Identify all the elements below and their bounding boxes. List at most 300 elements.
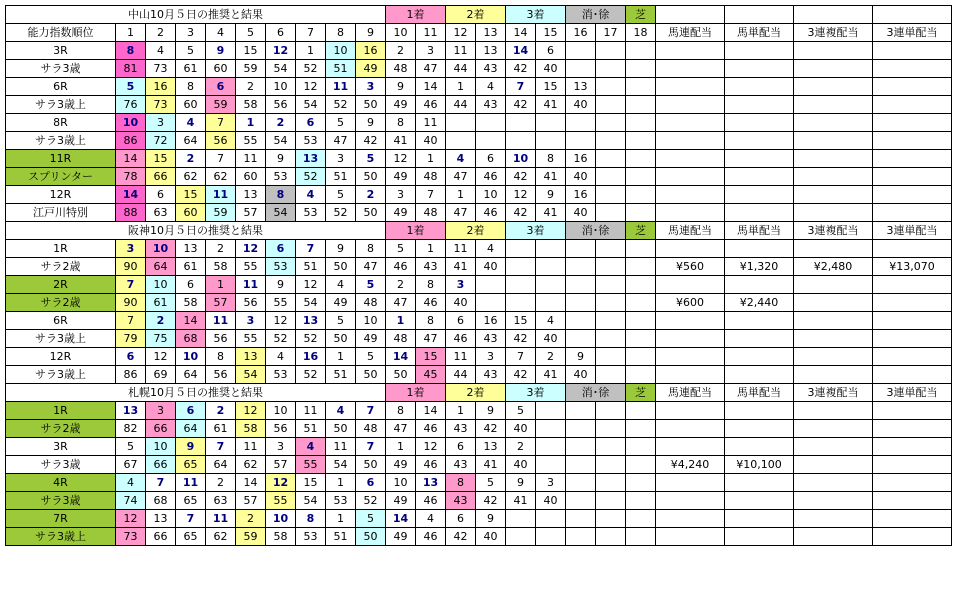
empty-cell	[536, 132, 566, 150]
empty-cell	[566, 312, 596, 330]
ability-index: 47	[386, 420, 416, 438]
empty-cell	[566, 528, 596, 546]
empty-cell	[566, 276, 596, 294]
ability-index: 62	[206, 168, 236, 186]
blank-cell	[794, 6, 873, 24]
empty-cell	[566, 258, 596, 276]
ability-index: 56	[206, 132, 236, 150]
payout-spacer	[794, 348, 873, 366]
payout-spacer	[873, 240, 952, 258]
horse-number: 2	[176, 150, 206, 168]
horse-number: 1	[446, 402, 476, 420]
horse-number: 11	[206, 510, 236, 528]
ability-index: 52	[296, 60, 326, 78]
horse-number: 3	[356, 78, 386, 96]
legend-4: 消･徐	[566, 384, 626, 402]
rank-header: 9	[356, 24, 386, 42]
ability-index: 81	[116, 60, 146, 78]
ability-index: 53	[296, 132, 326, 150]
ability-index: 40	[536, 492, 566, 510]
horse-number: 16	[146, 78, 176, 96]
race-row-horses	[6, 474, 952, 492]
empty-cell	[476, 294, 506, 312]
empty-cell	[566, 330, 596, 348]
ability-index: 64	[176, 420, 206, 438]
legend-3: 3着	[506, 222, 566, 240]
payout-spacer	[873, 402, 952, 420]
empty-cell	[596, 204, 626, 222]
payout-spacer	[873, 150, 952, 168]
horse-number: 6	[176, 402, 206, 420]
legend-1: 1着	[386, 6, 446, 24]
ability-index: 53	[296, 528, 326, 546]
ability-index: 50	[326, 330, 356, 348]
payout-spacer	[656, 438, 725, 456]
horse-number: 6	[206, 78, 236, 96]
payout-header: 馬連配当	[656, 384, 725, 402]
horse-number: 3	[236, 312, 266, 330]
horse-number: 9	[566, 348, 596, 366]
empty-cell	[566, 456, 596, 474]
horse-number: 15	[296, 474, 326, 492]
horse-number: 11	[326, 438, 356, 456]
ability-index: 49	[386, 492, 416, 510]
empty-cell	[596, 510, 626, 528]
payout-header: 馬単配当	[725, 24, 794, 42]
ability-index: 48	[416, 168, 446, 186]
horse-number: 7	[416, 186, 446, 204]
empty-cell	[626, 60, 656, 78]
horse-number: 2	[386, 276, 416, 294]
ability-index: 60	[176, 204, 206, 222]
ability-index: 49	[386, 168, 416, 186]
horse-number: 8	[446, 474, 476, 492]
horse-number: 7	[356, 438, 386, 456]
ability-index: 44	[446, 366, 476, 384]
ability-index: 46	[416, 492, 446, 510]
race-row-horses	[6, 114, 952, 132]
payout-value	[656, 528, 725, 546]
horse-number: 11	[206, 186, 236, 204]
ability-index: 43	[446, 456, 476, 474]
ability-index: 51	[296, 420, 326, 438]
payout-value	[725, 330, 794, 348]
horse-number: 2	[236, 78, 266, 96]
ability-index: 40	[536, 330, 566, 348]
race-class: スプリンター	[6, 168, 116, 186]
horse-number: 11	[236, 276, 266, 294]
ability-index: 64	[176, 366, 206, 384]
ability-index: 50	[356, 366, 386, 384]
payout-spacer	[725, 42, 794, 60]
horse-number: 8	[416, 276, 446, 294]
ability-index: 47	[386, 294, 416, 312]
empty-cell	[536, 510, 566, 528]
section-title-row	[6, 6, 952, 24]
horse-number: 1	[386, 438, 416, 456]
race-row-indices	[6, 204, 952, 222]
payout-spacer	[725, 474, 794, 492]
ability-index: 62	[176, 168, 206, 186]
ability-index: 56	[206, 330, 236, 348]
ability-index: 43	[476, 60, 506, 78]
payout-spacer	[794, 312, 873, 330]
horse-number: 9	[536, 186, 566, 204]
horse-number: 9	[206, 42, 236, 60]
rank-header: 11	[416, 24, 446, 42]
legend-3: 3着	[506, 6, 566, 24]
ability-index: 62	[206, 528, 236, 546]
payout-spacer	[873, 276, 952, 294]
horse-number: 8	[176, 78, 206, 96]
rank-header: 14	[506, 24, 536, 42]
payout-value	[725, 96, 794, 114]
horse-number: 5	[356, 150, 386, 168]
section-title-row	[6, 222, 952, 240]
payout-value	[873, 294, 952, 312]
ability-index: 41	[536, 366, 566, 384]
horse-number: 15	[536, 78, 566, 96]
ability-index: 60	[236, 168, 266, 186]
payout-header: 3連複配当	[794, 384, 873, 402]
horse-number: 11	[176, 474, 206, 492]
ability-index: 43	[476, 96, 506, 114]
race-row-indices	[6, 258, 952, 276]
payout-spacer	[794, 474, 873, 492]
horse-number: 3	[116, 240, 146, 258]
horse-number: 2	[536, 348, 566, 366]
empty-cell	[566, 114, 596, 132]
payout-value	[873, 60, 952, 78]
ability-index: 74	[116, 492, 146, 510]
ability-index: 53	[266, 366, 296, 384]
race-number: 3R	[6, 42, 116, 60]
results-table	[5, 5, 952, 546]
horse-number: 4	[176, 114, 206, 132]
ability-index: 43	[476, 330, 506, 348]
horse-number: 15	[506, 312, 536, 330]
ability-index: 68	[176, 330, 206, 348]
empty-cell	[566, 474, 596, 492]
race-class: サラ3歳上	[6, 132, 116, 150]
ability-index: 54	[266, 132, 296, 150]
empty-cell	[626, 96, 656, 114]
horse-number: 10	[506, 150, 536, 168]
empty-cell	[536, 402, 566, 420]
payout-spacer	[794, 240, 873, 258]
ability-index: 46	[476, 204, 506, 222]
race-row-indices	[6, 168, 952, 186]
ability-index: 50	[326, 420, 356, 438]
horse-number: 14	[386, 510, 416, 528]
ability-index: 54	[266, 60, 296, 78]
ability-index: 58	[236, 420, 266, 438]
legend-1: 1着	[386, 222, 446, 240]
ability-index: 40	[476, 528, 506, 546]
empty-cell	[626, 420, 656, 438]
empty-cell	[536, 294, 566, 312]
race-row-horses	[6, 402, 952, 420]
payout-value	[794, 366, 873, 384]
empty-cell	[566, 420, 596, 438]
empty-cell	[536, 114, 566, 132]
horse-number: 5	[326, 312, 356, 330]
ability-index: 40	[416, 132, 446, 150]
race-class: サラ2歳	[6, 294, 116, 312]
race-row-indices	[6, 528, 952, 546]
horse-number: 4	[326, 276, 356, 294]
ability-index: 90	[116, 294, 146, 312]
horse-number: 9	[476, 510, 506, 528]
ability-index: 54	[296, 96, 326, 114]
horse-number: 1	[416, 150, 446, 168]
horse-number: 10	[266, 78, 296, 96]
ability-index: 40	[506, 420, 536, 438]
payout-value	[794, 420, 873, 438]
empty-cell	[506, 294, 536, 312]
ability-index: 41	[446, 258, 476, 276]
horse-number: 1	[416, 240, 446, 258]
horse-number: 13	[236, 186, 266, 204]
payout-value	[656, 204, 725, 222]
horse-number: 13	[416, 474, 446, 492]
empty-cell	[506, 528, 536, 546]
empty-cell	[596, 114, 626, 132]
horse-number: 5	[326, 186, 356, 204]
ability-index: 49	[386, 528, 416, 546]
ability-index: 66	[146, 420, 176, 438]
horse-number: 11	[236, 150, 266, 168]
rank-header: 15	[536, 24, 566, 42]
payout-spacer	[725, 114, 794, 132]
horse-number: 4	[116, 474, 146, 492]
horse-number: 12	[386, 150, 416, 168]
race-row-indices	[6, 96, 952, 114]
ability-index: 41	[536, 204, 566, 222]
legend-2: 2着	[446, 222, 506, 240]
payout-value	[873, 132, 952, 150]
payout-value	[656, 60, 725, 78]
empty-cell	[626, 456, 656, 474]
ability-index: 42	[506, 96, 536, 114]
race-number: 1R	[6, 402, 116, 420]
ability-index: 48	[356, 420, 386, 438]
race-row-indices	[6, 294, 952, 312]
ability-index: 54	[296, 492, 326, 510]
ability-index: 46	[386, 258, 416, 276]
race-class: 江戸川特別	[6, 204, 116, 222]
horse-number: 9	[476, 402, 506, 420]
horse-number: 3	[326, 150, 356, 168]
payout-value	[725, 132, 794, 150]
ability-index: 42	[476, 420, 506, 438]
empty-cell	[596, 42, 626, 60]
empty-cell	[626, 402, 656, 420]
horse-number: 11	[446, 348, 476, 366]
horse-number: 3	[416, 42, 446, 60]
ability-index: 49	[386, 456, 416, 474]
ability-index: 47	[446, 168, 476, 186]
ability-index: 65	[176, 492, 206, 510]
payout-value	[794, 60, 873, 78]
race-row-indices	[6, 456, 952, 474]
payout-spacer	[794, 402, 873, 420]
horse-number: 4	[296, 186, 326, 204]
payout-spacer	[794, 186, 873, 204]
horse-number: 5	[116, 78, 146, 96]
payout-spacer	[873, 510, 952, 528]
horse-number: 8	[356, 240, 386, 258]
empty-cell	[596, 96, 626, 114]
empty-cell	[506, 258, 536, 276]
payout-header: 3連単配当	[873, 24, 952, 42]
race-row-indices	[6, 492, 952, 510]
ability-index: 66	[146, 168, 176, 186]
legend-2: 2着	[446, 6, 506, 24]
horse-number: 16	[566, 186, 596, 204]
payout-value	[794, 294, 873, 312]
ability-index: 64	[146, 258, 176, 276]
horse-number: 1	[326, 510, 356, 528]
legend-5: 芝	[626, 384, 656, 402]
ability-index: 56	[266, 420, 296, 438]
payout-value	[794, 492, 873, 510]
ability-index: 51	[326, 528, 356, 546]
ability-index: 40	[566, 168, 596, 186]
horse-number: 15	[146, 150, 176, 168]
ability-index: 48	[386, 330, 416, 348]
horse-number: 16	[566, 150, 596, 168]
horse-number: 11	[416, 114, 446, 132]
ability-index: 52	[326, 96, 356, 114]
ability-index: 49	[386, 96, 416, 114]
empty-cell	[536, 258, 566, 276]
empty-cell	[596, 348, 626, 366]
race-number: 3R	[6, 438, 116, 456]
horse-number: 2	[266, 114, 296, 132]
horse-number: 3	[266, 438, 296, 456]
horse-number: 8	[416, 312, 446, 330]
horse-number: 5	[386, 240, 416, 258]
payout-value	[794, 168, 873, 186]
ability-index: 50	[386, 366, 416, 384]
horse-number: 4	[536, 312, 566, 330]
horse-number: 7	[206, 438, 236, 456]
horse-number: 4	[476, 78, 506, 96]
payout-spacer	[794, 42, 873, 60]
payout-value: ¥600	[656, 294, 725, 312]
horse-number: 5	[176, 42, 206, 60]
payout-spacer	[794, 438, 873, 456]
race-number: 2R	[6, 276, 116, 294]
payout-header: 3連複配当	[794, 222, 873, 240]
horse-number: 13	[566, 78, 596, 96]
horse-number: 6	[296, 114, 326, 132]
ability-index: 58	[176, 294, 206, 312]
horse-number: 9	[176, 438, 206, 456]
ability-index: 46	[416, 96, 446, 114]
horse-number: 5	[116, 438, 146, 456]
ability-index: 40	[536, 60, 566, 78]
rank-header: 10	[386, 24, 416, 42]
ability-index: 57	[236, 204, 266, 222]
payout-value	[725, 60, 794, 78]
payout-spacer	[656, 186, 725, 204]
empty-cell	[596, 420, 626, 438]
ability-index: 67	[116, 456, 146, 474]
ability-index: 43	[446, 492, 476, 510]
payout-value	[725, 420, 794, 438]
legend-2: 2着	[446, 384, 506, 402]
empty-cell	[596, 474, 626, 492]
legend-4: 消･徐	[566, 222, 626, 240]
payout-value: ¥10,100	[725, 456, 794, 474]
horse-number: 10	[146, 276, 176, 294]
horse-number: 6	[146, 186, 176, 204]
empty-cell	[626, 330, 656, 348]
ability-index: 50	[356, 204, 386, 222]
empty-cell	[626, 438, 656, 456]
race-number: 6R	[6, 312, 116, 330]
horse-number: 4	[146, 42, 176, 60]
horse-number: 10	[116, 114, 146, 132]
legend-5: 芝	[626, 6, 656, 24]
payout-value	[725, 204, 794, 222]
horse-number: 11	[236, 438, 266, 456]
payout-value	[656, 420, 725, 438]
empty-cell	[626, 150, 656, 168]
payout-value	[873, 204, 952, 222]
empty-cell	[626, 168, 656, 186]
horse-number: 14	[506, 42, 536, 60]
payout-value	[873, 528, 952, 546]
horse-number: 1	[236, 114, 266, 132]
payout-spacer	[725, 348, 794, 366]
ability-index: 46	[446, 330, 476, 348]
ability-index: 58	[236, 96, 266, 114]
horse-number: 3	[146, 114, 176, 132]
race-class: サラ2歳	[6, 258, 116, 276]
horse-number: 13	[296, 312, 326, 330]
horse-number: 9	[266, 276, 296, 294]
horse-number: 10	[266, 402, 296, 420]
empty-cell	[446, 132, 476, 150]
empty-cell	[536, 528, 566, 546]
race-row-horses	[6, 510, 952, 528]
ability-index: 57	[206, 294, 236, 312]
legend-5: 芝	[626, 222, 656, 240]
ability-index: 72	[146, 132, 176, 150]
empty-cell	[596, 330, 626, 348]
horse-number: 8	[386, 114, 416, 132]
ability-index: 41	[386, 132, 416, 150]
empty-cell	[626, 528, 656, 546]
legend-3: 3着	[506, 384, 566, 402]
payout-spacer	[656, 510, 725, 528]
horse-number: 10	[176, 348, 206, 366]
empty-cell	[566, 492, 596, 510]
horse-number: 5	[506, 402, 536, 420]
payout-header: 3連単配当	[873, 384, 952, 402]
ability-index: 50	[356, 528, 386, 546]
horse-number: 2	[506, 438, 536, 456]
horse-number: 8	[386, 402, 416, 420]
ability-index: 76	[116, 96, 146, 114]
ability-index: 56	[266, 96, 296, 114]
ability-index: 59	[206, 204, 236, 222]
horse-number: 14	[416, 402, 446, 420]
ability-index: 49	[326, 294, 356, 312]
